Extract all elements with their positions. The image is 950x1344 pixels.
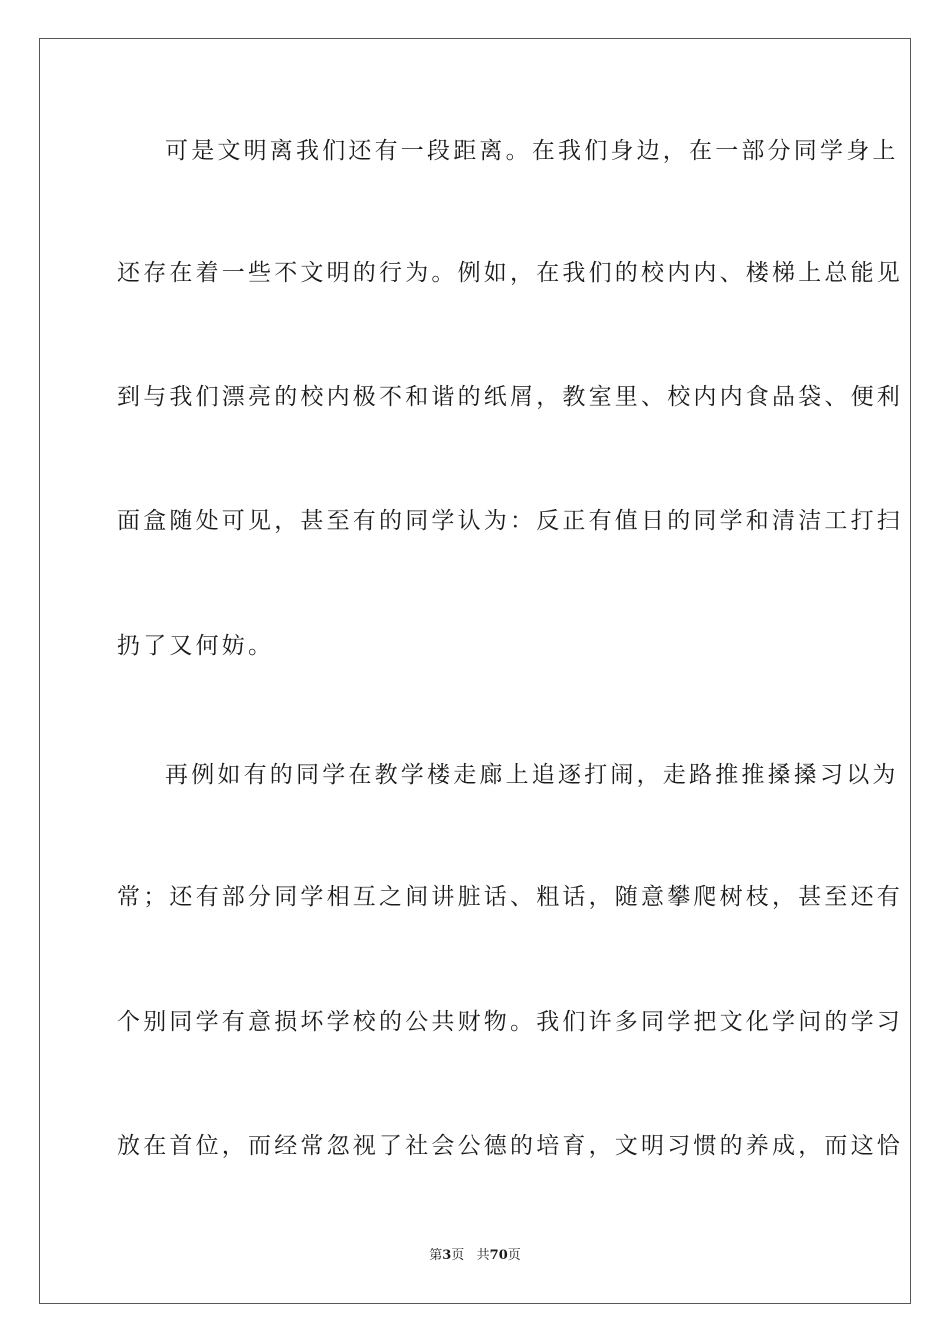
paragraph-1-line-3: 到与我们漂亮的校内极不和谐的纸屑，教室里、校内内食品袋、便利 [117,384,903,410]
paragraph-1-line-4: 面盒随处可见，甚至有的同学认为：反正有值日的同学和清洁工打扫 [117,508,903,534]
footer-page-suffix: 页 [507,1248,521,1263]
paragraph-2-line-1: 再例如有的同学在教学楼走廊上追逐打闹，走路推推搡搡习以为 [165,762,899,788]
paragraph-1-line-2: 还存在着一些不文明的行为。例如，在我们的校内内、楼梯上总能见 [117,260,903,286]
footer-page-total: 70 [489,1248,508,1263]
paragraph-1-line-1: 可是文明离我们还有一段距离。在我们身边，在一部分同学身上 [165,138,899,164]
paragraph-1-line-5: 扔了又何妨。 [117,633,275,659]
footer-page-prefix: 第 [429,1248,443,1263]
paragraph-2-line-4: 放在首位，而经常忽视了社会公德的培育，文明习惯的养成，而这恰 [117,1133,903,1159]
footer-page-current: 3 [442,1248,452,1263]
paragraph-2-line-2: 常；还有部分同学相互之间讲脏话、粗话，随意攀爬树枝，甚至还有 [117,884,903,910]
page-border [39,38,911,1304]
paragraph-2-line-3: 个别同学有意损坏学校的公共财物。我们许多同学把文化学问的学习 [117,1009,903,1035]
page-footer [0,1247,950,1265]
footer-page-mid: 页 共 [451,1248,490,1263]
